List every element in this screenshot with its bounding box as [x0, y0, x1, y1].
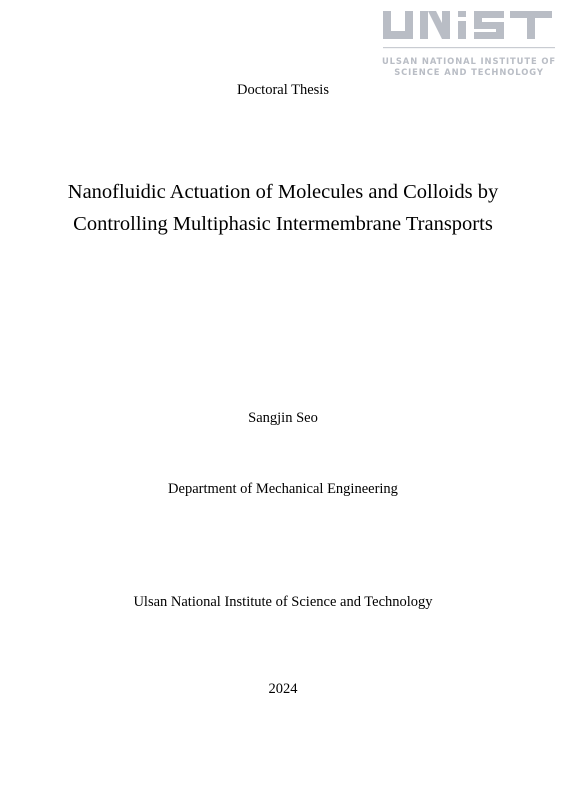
document-type: Doctoral Thesis	[237, 82, 329, 98]
logo-institute-line2: SCIENCE AND TECHNOLOGY	[394, 67, 544, 77]
thesis-title-line2: Controlling Multiphasic Intermembrane Transports	[73, 213, 493, 235]
department: Department of Mechanical Engineering	[168, 481, 398, 497]
logo-institute-line1: ULSAN NATIONAL INSTITUTE OF	[381, 56, 557, 66]
author-name: Sangjin Seo	[248, 410, 318, 426]
institution: Ulsan National Institute of Science and Technology	[133, 594, 433, 610]
unist-wordmark-icon	[380, 9, 558, 53]
year: 2024	[268, 681, 298, 697]
thesis-title	[0, 176, 566, 240]
unist-logo	[380, 9, 558, 79]
thesis-title-line1: Nanofluidic Actuation of Molecules and Colloids by	[67, 181, 499, 203]
